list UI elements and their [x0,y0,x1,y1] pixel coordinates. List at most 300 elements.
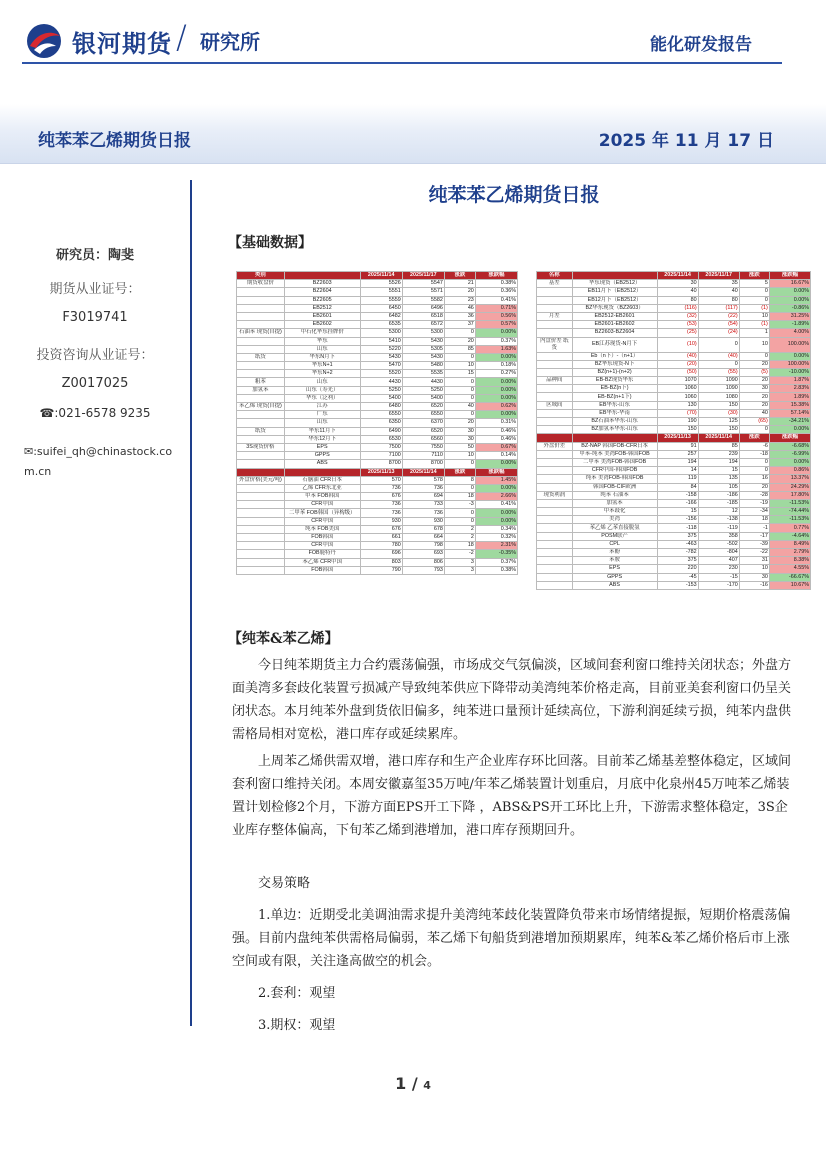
table-cell: 150 [657,426,698,434]
table-cell [537,458,573,466]
table-cell: (55) [698,368,739,376]
table-cell: 加氢苯 [237,386,285,394]
table-row [237,304,518,312]
table-cell: 0 [739,296,769,304]
table-cell: 江苏 [284,403,360,411]
table-cell: 0.36% [475,288,517,296]
table-cell: EB华东-山东 [572,401,657,409]
brand-name: 银河期货 [72,30,172,58]
table-row [537,360,811,368]
table-cell: -34 [739,508,769,516]
table-cell: 40 [739,409,769,417]
table-cell [237,370,285,378]
table-cell: 二甲苯 FOB韩国（异构级） [284,509,360,517]
table-cell: BZ2604 [284,288,360,296]
table-cell: 91 [657,442,698,450]
table-cell: 华东现货（EB2512） [572,280,657,288]
table-cell: 16 [739,475,769,483]
table-cell: 5430 [402,353,444,361]
table-cell: BZ2605 [284,296,360,304]
table-cell: 1.45% [475,476,517,484]
table-cell: 6520 [402,403,444,411]
paragraph-strategy-options: 3.期权：观望 [258,1018,336,1033]
table-cell: 135 [698,475,739,483]
table-cell: (117) [698,304,739,312]
table-cell [537,499,573,507]
table-cell [537,581,573,589]
table-cell: (30) [698,409,739,417]
table-cell: 6550 [402,411,444,419]
table-row [237,452,518,460]
table-cell [537,540,573,548]
page-total: 4 [423,1079,431,1092]
table-cell: (24) [698,329,739,337]
table-cell: 100.00% [769,337,810,352]
report-type: 能化研发报告 [650,35,752,55]
table-cell: 10.67% [769,581,810,589]
table-cell: 纯苯 FOB美国 [284,525,360,533]
table-cell: (22) [698,312,739,320]
table-cell: 苯乙烯 乙苯直接脱氢 [572,524,657,532]
table-cell: GPPS [284,452,360,460]
table-row [237,419,518,427]
page-number [0,1074,826,1093]
table-cell [537,385,573,393]
table-row [237,509,518,517]
table-cell: 6482 [360,312,402,320]
title-band [0,104,826,164]
table-cell: (40) [657,352,698,360]
table-cell: 5520 [360,370,402,378]
table-header-cell: 2025/11/17 [698,272,739,280]
table-cell: -185 [698,499,739,507]
table-cell: -18 [739,450,769,458]
table-cell: 5410 [360,337,402,345]
table-row [237,517,518,525]
table-cell: 693 [402,550,444,558]
table-header-cell: 涨跌幅 [769,434,810,442]
table-cell: -2 [444,550,475,558]
table-cell: 华东（泛利） [284,394,360,402]
table-cell [537,352,573,360]
table-cell: 13.37% [769,475,810,483]
table-cell: (5) [739,368,769,376]
table-row [537,565,811,573]
table-cell: 5300 [402,329,444,337]
table-row [237,403,518,411]
table-cell [237,501,285,509]
table-cell: 239 [698,450,739,458]
paragraph-benzene: 今日纯苯期货主力合约震荡偏强，市场成交气氛偏淡，区域间套利窗口维持关闭状态；外盘方面美湾多套歧化装置亏损减产导致纯苯供应下降带动美湾纯苯价格走高，目前亚美套利窗口仍呈关闭状态。本月纯苯外盘到货依旧偏多，纯苯进口量预计延续高位，下游利润延续亏损，纯苯内盘供需格局相对宽松，港口库存或延续累库。 [232,658,792,742]
table-cell: -186 [698,491,739,499]
table-header-cell [237,468,285,476]
table-cell: 7110 [402,452,444,460]
table-cell: 50 [444,443,475,451]
table-cell: -158 [657,491,698,499]
table-cell: EB华东-华南 [572,409,657,417]
table-cell: 1.63% [475,345,517,353]
table-row [237,542,518,550]
paragraph-strategy-heading: 交易策略 [258,876,311,891]
table-row [537,377,811,385]
table-cell [537,524,573,532]
table-cell [537,368,573,376]
table-row [537,296,811,304]
table-cell: 华东11月下 [284,427,360,435]
table-cell: -1.89% [769,321,810,329]
table-cell: 华东N+2 [284,370,360,378]
table-cell [537,288,573,296]
table-cell [537,329,573,337]
table-row [237,337,518,345]
table-cell: 20 [444,337,475,345]
table-cell: CFR中国-韩国FOB [572,467,657,475]
table-cell: 8.49% [769,540,810,548]
table-cell: 220 [657,565,698,573]
table-cell: 甲苯歧化 [572,508,657,516]
band-title: 纯苯苯乙烯期货日报 [38,131,191,151]
table-cell: 358 [698,532,739,540]
table-cell: 30 [657,280,698,288]
table-cell: 10 [739,565,769,573]
table-cell [537,393,573,401]
table-header-cell: 名称 [537,272,573,280]
table-row [537,337,811,352]
table-row [237,534,518,542]
table-cell: -6.68% [769,442,810,450]
table-cell: 0 [739,426,769,434]
table-cell: 0.00% [769,296,810,304]
table-cell: 20 [739,360,769,368]
table-cell: 7550 [402,443,444,451]
table-cell [237,484,285,492]
table-cell: EB11月下（EB2512） [572,288,657,296]
table-cell: Eb（n下）-（n+1） [572,352,657,360]
table-cell: 8700 [402,460,444,468]
table-row [237,386,518,394]
table-row [537,475,811,483]
brand-sub: 研究所 [200,30,260,54]
table-cell: -16 [739,581,769,589]
table-cell: BZ加氢苯华东-山东 [572,426,657,434]
table-cell: 10 [739,312,769,320]
table-cell: 80 [657,296,698,304]
table-cell: 803 [360,558,402,566]
table-cell: 23 [444,296,475,304]
invest-license-label: 投资咨询从业证号： [36,348,154,363]
table-cell: 806 [402,558,444,566]
table-cell: 736 [402,484,444,492]
table-row [537,540,811,548]
table-cell: CFR中国 [284,501,360,509]
table-cell: EB-BZ现货华东 [572,377,657,385]
table-cell: 华东N+1 [284,362,360,370]
table-cell [237,296,285,304]
table-row [237,411,518,419]
table-header-cell [284,272,360,280]
analyst-name: 研究员：陶斐 [55,248,134,263]
table-cell: 6560 [402,435,444,443]
table-cell: 区域间 [537,401,573,409]
table-cell: 1.89% [769,393,810,401]
table-cell: EPS [284,443,360,451]
table-cell: 0.00% [475,484,517,492]
table-cell: 0.67% [475,443,517,451]
table-cell: -10.00% [769,368,810,376]
table-row [237,362,518,370]
table-cell [537,409,573,417]
table-cell [537,418,573,426]
table-cell: 6535 [360,321,402,329]
table-row [237,329,518,337]
table-cell: 5526 [360,280,402,288]
table-cell: 6450 [360,304,402,312]
table-row [237,296,518,304]
table-cell: 46 [444,304,475,312]
table-cell: 外盘价差 [537,442,573,450]
table-cell: 1070 [657,377,698,385]
paragraph-styrene: 上周苯乙烯供需双增，港口库存和生产企业库存环比回落。目前苯乙烯基差整体稳定，区域间套利窗口维持关闭。本周安徽嘉玺35万吨/年苯乙烯装置计划重启，月底中化泉州45万吨苯乙烯装置计划检修2个月，下游方面EPS开工下降 ，ABS&PS开工环比上升，下游需求整体稳定，3S企业库存整体偏高，下旬苯乙烯到港增加，港口库存预期回升。 [232,754,792,838]
table-cell [237,435,285,443]
paragraph-strategy-arbitrage: 2.套利：观望 [258,986,336,1001]
table-cell: 20 [739,483,769,491]
table-cell: BZ(n+1)-(n+2) [572,368,657,376]
table-cell [237,509,285,517]
table-cell: ABS [572,581,657,589]
table-cell: 17.80% [769,491,810,499]
table-cell: 0 [444,411,475,419]
email-contact[interactable]: ✉:suifei_qh@chinastock.com.cn [24,445,173,478]
table-cell [537,483,573,491]
table-cell: 0 [444,353,475,361]
table-cell: 80 [698,296,739,304]
table-row [237,525,518,533]
table-cell: FOB韩国 [284,534,360,542]
table-cell: -6 [739,442,769,450]
table-cell: 0.86% [769,467,810,475]
table-cell: 5582 [402,296,444,304]
table-cell: 24.29% [769,483,810,491]
table-cell: CPL [572,540,657,548]
report-date: 2025 年 11 月 17 日 [598,131,774,151]
table-cell: (50) [657,368,698,376]
table-cell [237,304,285,312]
table-cell: 119 [657,475,698,483]
table-cell: 676 [360,525,402,533]
table-cell: 40 [657,288,698,296]
table-header-cell: 2025/11/14 [657,272,698,280]
table-cell [537,573,573,581]
table-cell: 736 [360,501,402,509]
table-cell: 1080 [698,393,739,401]
table-cell: (10) [657,337,698,352]
table-cell: 733 [402,501,444,509]
table-cell [537,304,573,312]
table-cell: 0.38% [475,280,517,288]
table-row [537,312,811,320]
table-cell [537,549,573,557]
table-cell: BZ-NAP 韩国FOB-CFR日本 [572,442,657,450]
table-cell: 18 [444,542,475,550]
table-cell: -45 [657,573,698,581]
table-cell: -0.86% [769,304,810,312]
table-row [537,532,811,540]
table-cell: 苯酚 [572,549,657,557]
table-cell: 乙烯 CFR东北亚 [284,484,360,492]
table-cell: -28 [739,491,769,499]
table-cell: 37 [444,321,475,329]
table-cell: 0.71% [475,304,517,312]
table-cell: CFR中国 [284,517,360,525]
table-cell: CFR中国 [284,542,360,550]
table-cell: 1090 [698,385,739,393]
table-cell: 纸货 [237,427,285,435]
table-cell: EB2602 [284,321,360,329]
table-cell: 0 [698,337,739,352]
table-cell: 0.46% [475,435,517,443]
table-cell: 105 [698,483,739,491]
table-row [237,321,518,329]
table-cell: 华东12月下 [284,435,360,443]
table-cell: 18 [444,493,475,501]
table-cell: 2.79% [769,549,810,557]
table-cell: 30 [444,427,475,435]
table-row [237,394,518,402]
table-row [237,345,518,353]
table-cell: 3S现货价格 [237,443,285,451]
table-cell: 230 [698,565,739,573]
table-cell: -3 [444,501,475,509]
table-row [537,557,811,565]
table-row [537,329,811,337]
table-cell: 578 [402,476,444,484]
table-cell: 0 [698,360,739,368]
table-cell: 15 [698,467,739,475]
table-cell: 6572 [402,321,444,329]
table-cell [537,516,573,524]
report-header [0,0,826,80]
table-cell: 2 [444,534,475,542]
table-cell: -1 [739,524,769,532]
page-current: 1 [395,1074,407,1093]
table-cell: 0.27% [475,370,517,378]
table-cell: 月差 [537,312,573,320]
table-cell [537,321,573,329]
table-cell: -118 [657,524,698,532]
table-cell: (70) [657,409,698,417]
table-row [537,450,811,458]
table-cell: 0 [739,288,769,296]
table-cell: 3 [444,566,475,574]
table-cell: 0.37% [475,337,517,345]
section-benzene-styrene: 【纯苯&苯乙烯】 [228,631,339,647]
table-cell: 美湾 [572,516,657,524]
table-cell: 0 [444,394,475,402]
table-cell: -502 [698,540,739,548]
table-cell: 1.87% [769,377,810,385]
table-cell: -119 [698,524,739,532]
table-cell: POSM联产 [572,532,657,540]
table-cell: 加氢苯 [572,499,657,507]
table-cell: 0 [739,352,769,360]
table-cell: 5300 [360,329,402,337]
table-cell: 190 [657,418,698,426]
table-cell [237,460,285,468]
table-cell: 150 [698,426,739,434]
table-cell: 930 [402,517,444,525]
table-cell: -22 [739,549,769,557]
left-data-table [236,271,518,575]
table-cell: 31.25% [769,312,810,320]
table-cell: 0.00% [475,460,517,468]
table-cell: 661 [360,534,402,542]
table-cell: 0.00% [475,394,517,402]
table-cell: 6530 [360,435,402,443]
table-cell: 1 [739,329,769,337]
table-row [237,443,518,451]
table-cell: (53) [657,321,698,329]
brand-slash: / [176,18,187,56]
table-cell: 4430 [402,378,444,386]
table-cell: EB2512 [284,304,360,312]
table-cell: 40 [444,403,475,411]
table-header-cell: 2025/11/13 [360,468,402,476]
table-cell: 20 [444,419,475,427]
table-header-cell: 涨跌 [444,272,475,280]
table-cell: 0.34% [475,525,517,533]
table-cell: -39 [739,540,769,548]
table-row [237,312,518,320]
table-cell: 0.56% [475,312,517,320]
table-cell: 苯乙烯 现货(自提) [237,403,285,411]
table-cell: 664 [402,534,444,542]
table-cell: -156 [657,516,698,524]
invest-license-value: Z0017025 [61,376,129,391]
table-cell: -74.44% [769,508,810,516]
table-header-cell: 2025/11/14 [360,272,402,280]
table-cell: 0.57% [475,321,517,329]
table-cell: 5535 [402,370,444,378]
table-cell: 16.67% [769,280,810,288]
table-cell: -15 [698,573,739,581]
table-cell [237,558,285,566]
table-row [237,550,518,558]
table-row [537,288,811,296]
table-cell: 外盘价格(美元/吨) [237,476,285,484]
table-cell: 0 [444,484,475,492]
table-cell: 纯苯 石油苯 [572,491,657,499]
table-header-cell: 涨跌 [739,272,769,280]
paragraph-strategy-single: 1.单边：近期受北美调油需求提升美湾纯苯歧化装置降负带来市场情绪提振，短期价格震荡偏强。目前内盘纯苯供需格局偏弱，苯乙烯下旬船货到港增加预期累库，纯苯&苯乙烯价格后市上涨空间或有限，关注逢高做空的机会。 [232,908,791,969]
table-cell: EB-BZ(n下) [572,385,657,393]
table-cell: 纸货 [237,353,285,361]
table-row [537,491,811,499]
table-row [237,558,518,566]
table-row [537,499,811,507]
table-cell: -6.99% [769,450,810,458]
table-cell: 793 [402,566,444,574]
table-cell: 21 [444,280,475,288]
table-cell: 0.00% [475,509,517,517]
table-cell: 30 [444,435,475,443]
table-cell: 5551 [360,288,402,296]
table-cell: 山东（寿光） [284,386,360,394]
table-row [537,516,811,524]
table-row [537,458,811,466]
analyst-sidebar [0,180,186,1040]
table-cell [237,362,285,370]
table-cell: 0.77% [769,524,810,532]
